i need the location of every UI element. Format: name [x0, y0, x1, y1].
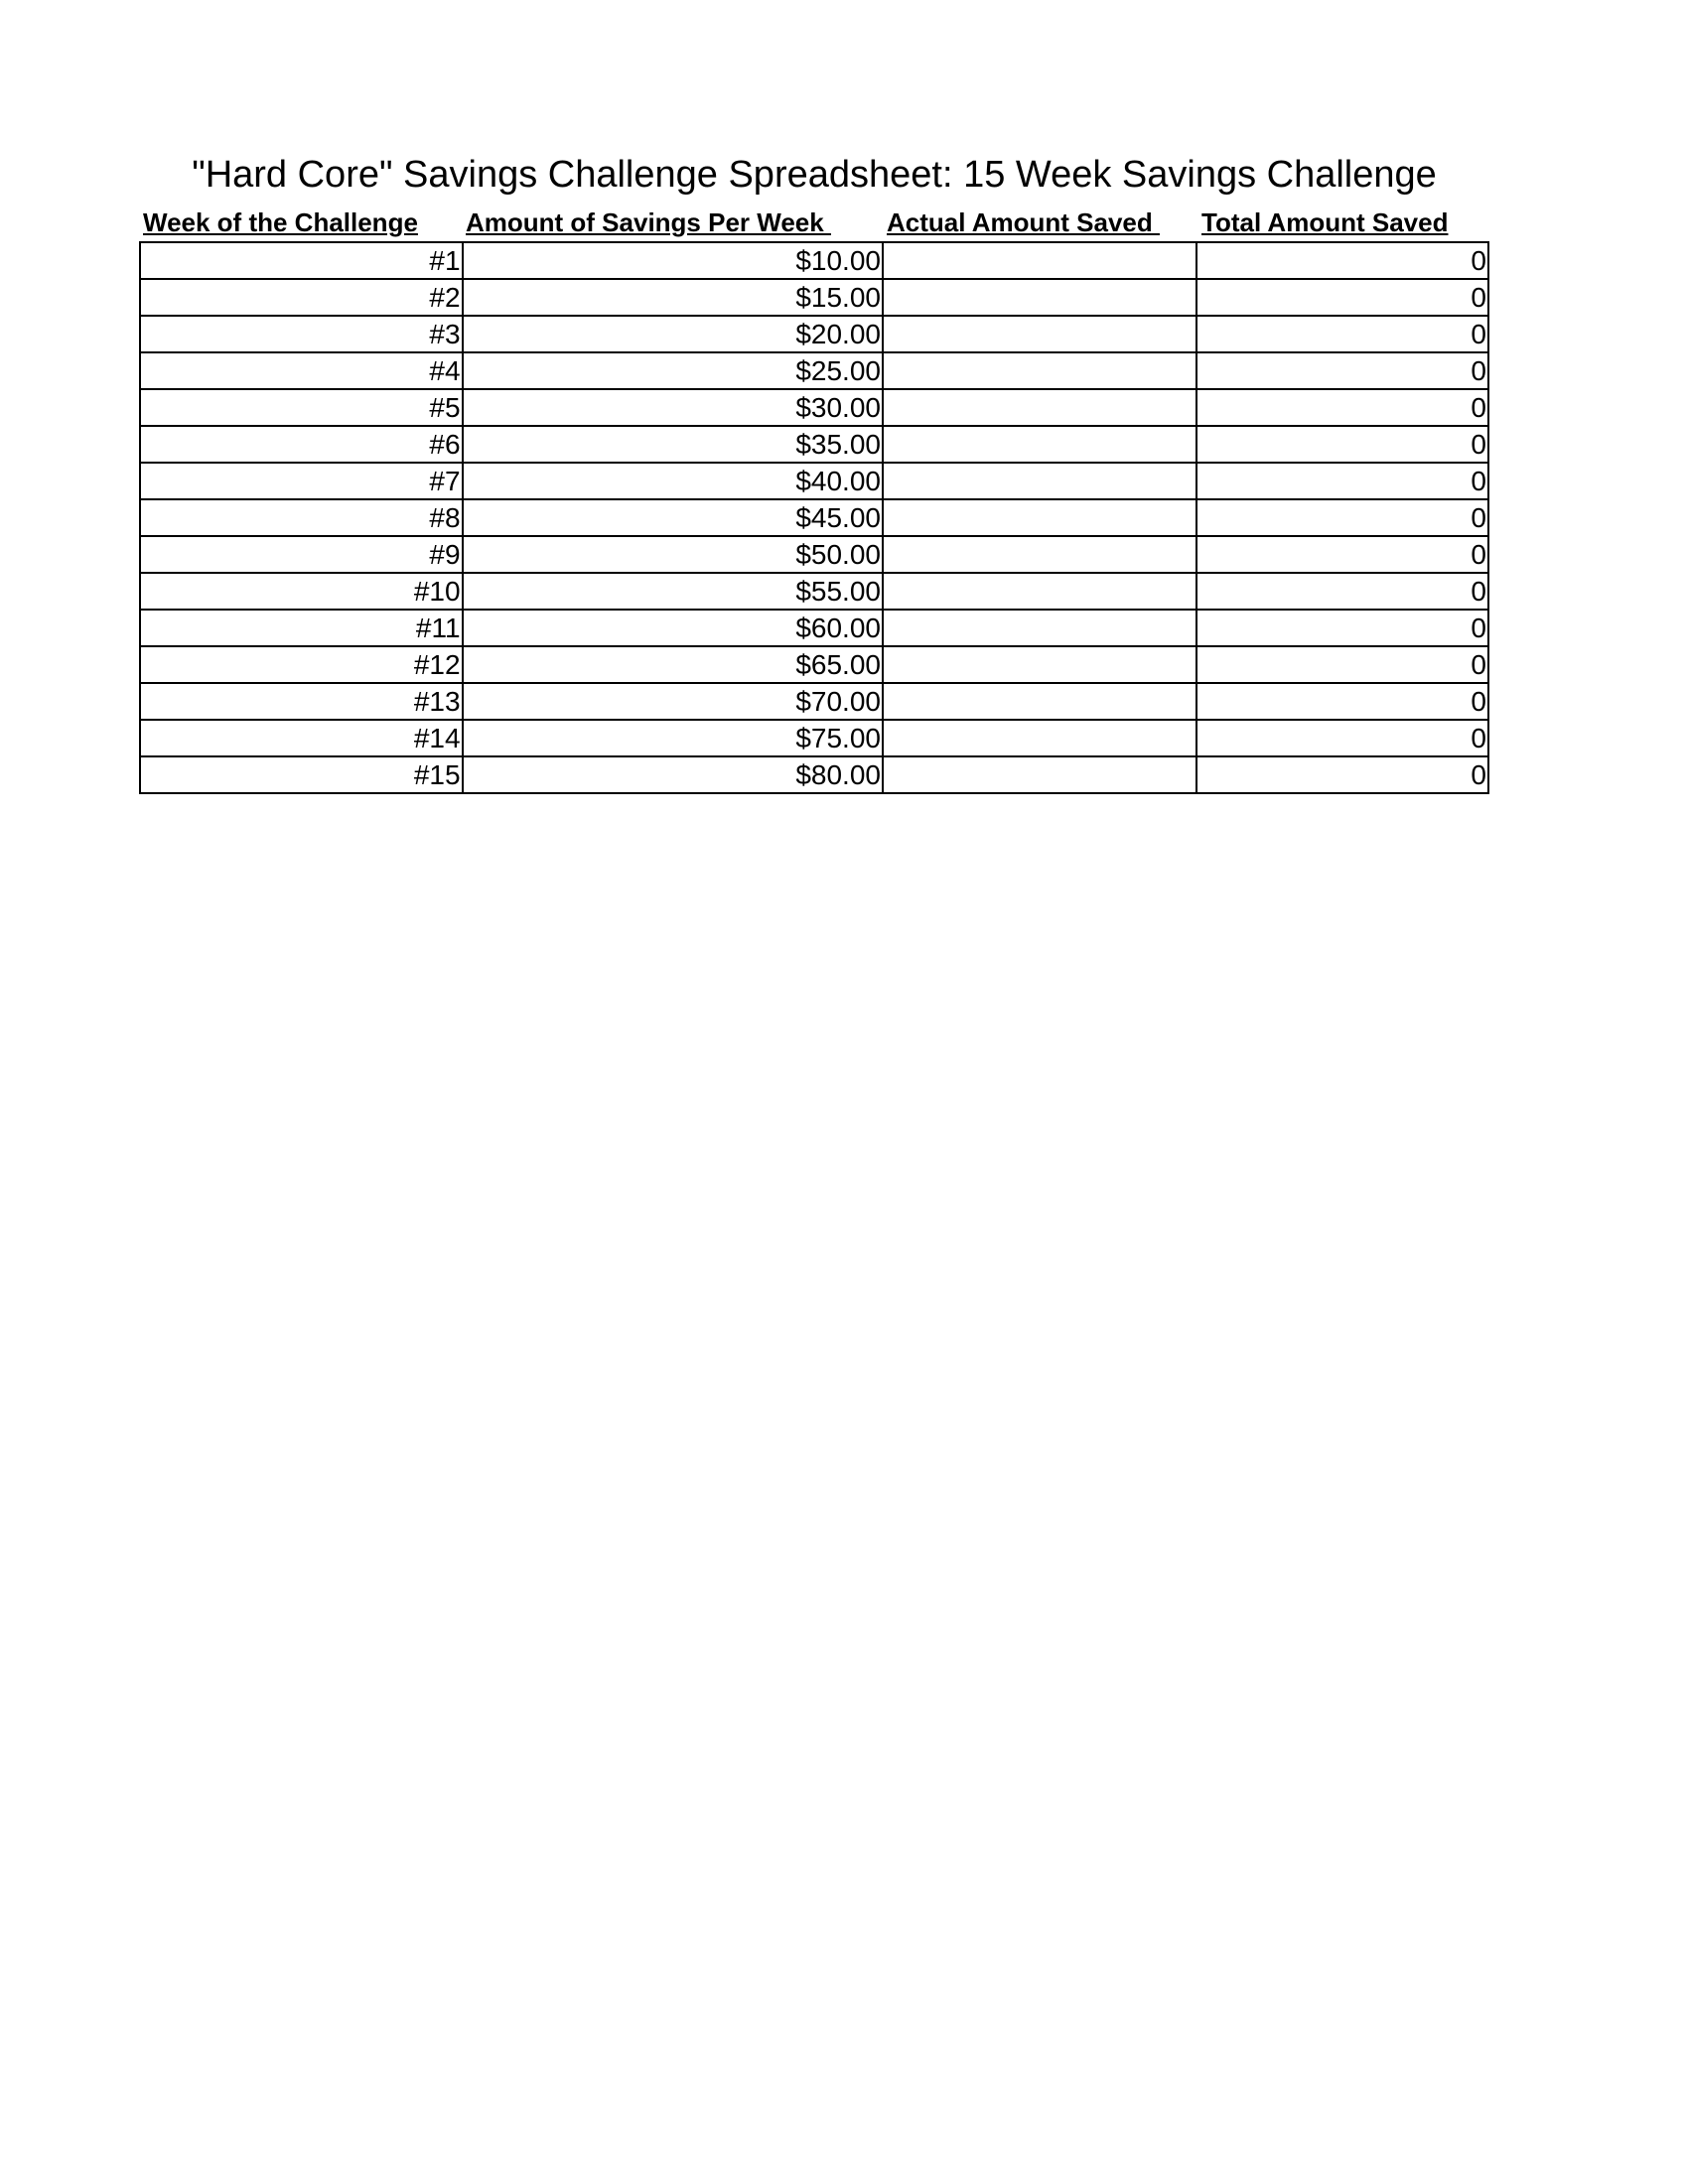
week-cell: #7 [140, 463, 463, 499]
actual-saved-cell[interactable] [883, 242, 1196, 279]
actual-saved-cell[interactable] [883, 756, 1196, 793]
week-cell: #15 [140, 756, 463, 793]
amount-cell: $75.00 [463, 720, 883, 756]
amount-cell: $55.00 [463, 573, 883, 610]
header-actual: Actual Amount Saved [887, 207, 1160, 237]
actual-saved-cell[interactable] [883, 279, 1196, 316]
week-cell: #5 [140, 389, 463, 426]
week-cell: #10 [140, 573, 463, 610]
actual-saved-cell[interactable] [883, 683, 1196, 720]
week-cell: #2 [140, 279, 463, 316]
actual-saved-cell[interactable] [883, 389, 1196, 426]
amount-cell: $60.00 [463, 610, 883, 646]
amount-cell: $25.00 [463, 352, 883, 389]
actual-saved-cell[interactable] [883, 536, 1196, 573]
total-saved-cell: 0 [1196, 573, 1488, 610]
total-saved-cell: 0 [1196, 426, 1488, 463]
table-row [140, 536, 1488, 573]
table-row [140, 389, 1488, 426]
total-saved-cell: 0 [1196, 499, 1488, 536]
table-row [140, 573, 1488, 610]
actual-saved-cell[interactable] [883, 463, 1196, 499]
header-amount: Amount of Savings Per Week [466, 207, 831, 237]
total-saved-cell: 0 [1196, 279, 1488, 316]
total-saved-cell: 0 [1196, 316, 1488, 352]
actual-saved-cell[interactable] [883, 720, 1196, 756]
amount-cell: $10.00 [463, 242, 883, 279]
total-saved-cell: 0 [1196, 536, 1488, 573]
week-cell: #1 [140, 242, 463, 279]
table-row [140, 683, 1488, 720]
actual-saved-cell[interactable] [883, 573, 1196, 610]
header-week: Week of the Challenge [143, 207, 418, 237]
table-row [140, 646, 1488, 683]
amount-cell: $65.00 [463, 646, 883, 683]
amount-cell: $20.00 [463, 316, 883, 352]
actual-saved-cell[interactable] [883, 646, 1196, 683]
week-cell: #12 [140, 646, 463, 683]
table-row [140, 463, 1488, 499]
table-row [140, 316, 1488, 352]
week-cell: #8 [140, 499, 463, 536]
week-cell: #11 [140, 610, 463, 646]
total-saved-cell: 0 [1196, 389, 1488, 426]
column-headers [139, 205, 1489, 240]
actual-saved-cell[interactable] [883, 499, 1196, 536]
week-cell: #9 [140, 536, 463, 573]
total-saved-cell: 0 [1196, 683, 1488, 720]
table-row [140, 610, 1488, 646]
table-row [140, 352, 1488, 389]
header-total: Total Amount Saved [1201, 207, 1449, 237]
sheet-title: "Hard Core" Savings Challenge Spreadsheet: 15 Week Savings Challenge [192, 154, 1437, 196]
amount-cell: $80.00 [463, 756, 883, 793]
week-cell: #13 [140, 683, 463, 720]
savings-table [139, 241, 1489, 794]
actual-saved-cell[interactable] [883, 610, 1196, 646]
amount-cell: $15.00 [463, 279, 883, 316]
total-saved-cell: 0 [1196, 610, 1488, 646]
actual-saved-cell[interactable] [883, 352, 1196, 389]
amount-cell: $40.00 [463, 463, 883, 499]
total-saved-cell: 0 [1196, 756, 1488, 793]
amount-cell: $30.00 [463, 389, 883, 426]
total-saved-cell: 0 [1196, 242, 1488, 279]
week-cell: #4 [140, 352, 463, 389]
actual-saved-cell[interactable] [883, 316, 1196, 352]
amount-cell: $70.00 [463, 683, 883, 720]
total-saved-cell: 0 [1196, 646, 1488, 683]
actual-saved-cell[interactable] [883, 426, 1196, 463]
amount-cell: $50.00 [463, 536, 883, 573]
table-row [140, 756, 1488, 793]
table-row [140, 426, 1488, 463]
total-saved-cell: 0 [1196, 720, 1488, 756]
table-row [140, 720, 1488, 756]
table-row [140, 279, 1488, 316]
week-cell: #14 [140, 720, 463, 756]
table-row [140, 499, 1488, 536]
week-cell: #6 [140, 426, 463, 463]
table-row [140, 242, 1488, 279]
amount-cell: $45.00 [463, 499, 883, 536]
amount-cell: $35.00 [463, 426, 883, 463]
total-saved-cell: 0 [1196, 352, 1488, 389]
total-saved-cell: 0 [1196, 463, 1488, 499]
week-cell: #3 [140, 316, 463, 352]
